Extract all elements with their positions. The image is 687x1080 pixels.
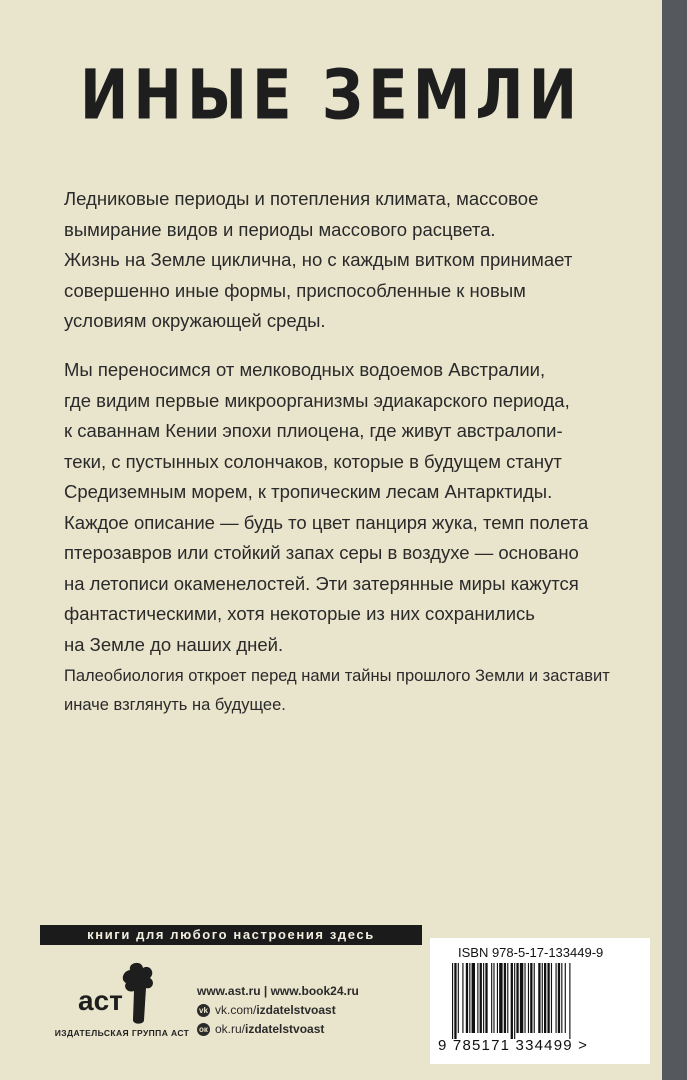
barcode-bar	[497, 963, 498, 1033]
paragraph-2	[64, 355, 624, 660]
barcode-bar	[483, 963, 484, 1033]
barcode-bar	[558, 963, 560, 1033]
barcode-bar	[556, 963, 557, 1033]
barcode-bar	[542, 963, 543, 1033]
barcode-icon	[448, 963, 638, 1039]
ast-logo-icon	[70, 958, 170, 1028]
barcode-bar	[511, 963, 513, 1039]
barcode-digits: 9 785171 334499 >	[438, 1037, 589, 1054]
barcode-bar	[565, 963, 566, 1033]
barcode-bar	[547, 963, 549, 1033]
publisher-links	[197, 984, 427, 1036]
text-line: Мы переносимся от мелководных водоемов Австралии,	[64, 359, 546, 380]
barcode-box	[430, 938, 650, 1064]
text-line: птерозавров или стойкий запах серы в воздухе — основано	[64, 542, 579, 563]
ok-icon: ок	[197, 1023, 210, 1036]
barcode-bar	[530, 963, 532, 1033]
barcode-bar	[520, 963, 523, 1033]
paragraph-1	[64, 184, 624, 337]
vk-icon: vk	[197, 1004, 210, 1017]
barcode-bar	[551, 963, 552, 1033]
publisher-logo	[52, 958, 192, 1043]
barcode-bar	[491, 963, 492, 1033]
barcode-bar	[454, 963, 456, 1039]
barcode-bar	[477, 963, 478, 1033]
isbn-number: ISBN 978-5-17-133449-9	[458, 945, 604, 960]
text-line: Палеобиология откроет перед нами тайны прошлого Земли и заставит	[64, 667, 610, 685]
text-line: где видим первые микроорганизмы эдиакарского периода,	[64, 389, 570, 411]
ok-handle: izdatelstvoast	[245, 1022, 325, 1036]
barcode-bar	[538, 963, 540, 1033]
vk-prefix: vk.com/	[215, 1003, 257, 1017]
text-line: условиям окружающей среды.	[64, 310, 326, 331]
ok-link[interactable]	[197, 1022, 427, 1036]
text-line: на Земле до наших дней.	[64, 633, 284, 655]
barcode-bar	[466, 963, 468, 1033]
text-line: Ледниковые периоды и потепления климата, массовое	[64, 188, 539, 209]
tagline-banner: книги для любого настроения здесь	[40, 925, 422, 945]
paragraph-3	[64, 662, 624, 720]
text-line: фантастическими, хотя некоторые из них сохранились	[64, 603, 535, 624]
barcode-bar	[452, 963, 453, 1039]
publisher-caption: ИЗДАТЕЛЬСКАЯ ГРУППА АСТ	[54, 1028, 190, 1038]
barcode-bar	[528, 963, 529, 1033]
barcode-bar	[569, 963, 570, 1039]
text-line: совершенно иные формы, приспособленные к новым	[64, 279, 526, 301]
websites-link[interactable]: www.ast.ru | www.book24.ru	[197, 984, 359, 998]
ok-prefix: ok.ru/	[215, 1022, 246, 1036]
barcode-bar	[480, 963, 482, 1033]
barcode-bar	[499, 963, 502, 1033]
book-title: ИНЫЕ ЗЕМЛИ	[79, 55, 583, 136]
text-line: вымирание видов и периоды массового расцвета.	[64, 218, 496, 240]
barcode-bar	[472, 963, 475, 1033]
text-line: Средиземным морем, к тропическим лесам Антарктиды.	[64, 481, 553, 502]
barcode-bar	[485, 963, 487, 1033]
barcode-bar	[561, 963, 562, 1033]
barcode-bar	[534, 963, 535, 1033]
barcode-bar	[514, 963, 515, 1039]
barcode-bar	[524, 963, 525, 1033]
barcode-bar	[516, 963, 518, 1033]
barcode-bar	[504, 963, 506, 1033]
text-line: на летописи окаменелостей. Эти затерянные миры кажутся	[64, 572, 579, 594]
vk-link[interactable]	[197, 1003, 427, 1017]
text-line: теки, с пустынных солончаков, которые в будущем станут	[64, 450, 562, 472]
text-line: к саваннам Кении эпохи плиоцена, где живут австралопи-	[64, 420, 563, 441]
barcode-bar	[458, 963, 459, 1033]
spine-strip	[662, 0, 687, 1080]
logo-lettering: аст	[78, 985, 123, 1016]
barcode-bar	[493, 963, 494, 1033]
text-line: Жизнь на Земле циклична, но с каждым витком принимает	[64, 249, 573, 270]
text-line: Каждое описание — будь то цвет панциря жука, темп полета	[64, 511, 589, 533]
vk-handle: izdatelstvoast	[256, 1003, 336, 1017]
barcode-bar	[469, 963, 470, 1033]
barcode-bar	[507, 963, 508, 1033]
text-line: иначе взглянуть на будущее.	[64, 696, 286, 714]
barcode-bar	[462, 963, 463, 1033]
barcode-bar	[544, 963, 546, 1033]
